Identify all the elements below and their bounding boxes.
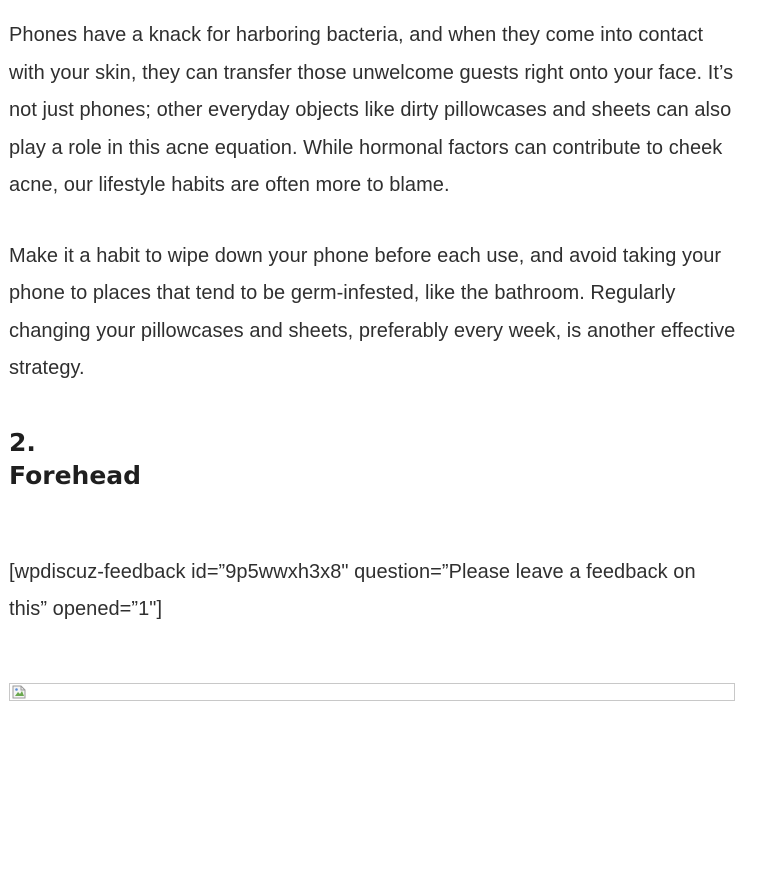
feedback-shortcode-text: [wpdiscuz-feedback id=”9p5wwxh3x8" question=”Please leave a feedback on this” opened=”1"]	[9, 560, 696, 620]
section-title: Forehead	[9, 460, 142, 490]
broken-image-placeholder	[9, 683, 735, 701]
section-heading-forehead	[9, 426, 744, 492]
paragraph-phones-bacteria: Phones have a knack for harboring bacteria, and when they come into contact with your skin, they can transfer those unwelcome guests right onto your face. It’s not just phones; other everyday objects like dirty pillowcases and sheets can also play a role in this acne equation. While hormonal factors can contribute to cheek acne, our lifestyle habits are often more to blame.	[9, 24, 734, 196]
article-content	[9, 17, 744, 629]
section-number: 2.	[9, 427, 36, 457]
broken-image-icon	[12, 685, 26, 699]
paragraph-wipe-phone: Make it a habit to wipe down your phone before each use, and avoid taking your phone to places that tend to be germ-infested, like the bathroom. Regularly changing your pillowcases and sheets, preferably every week, is another effective strategy.	[9, 244, 736, 379]
